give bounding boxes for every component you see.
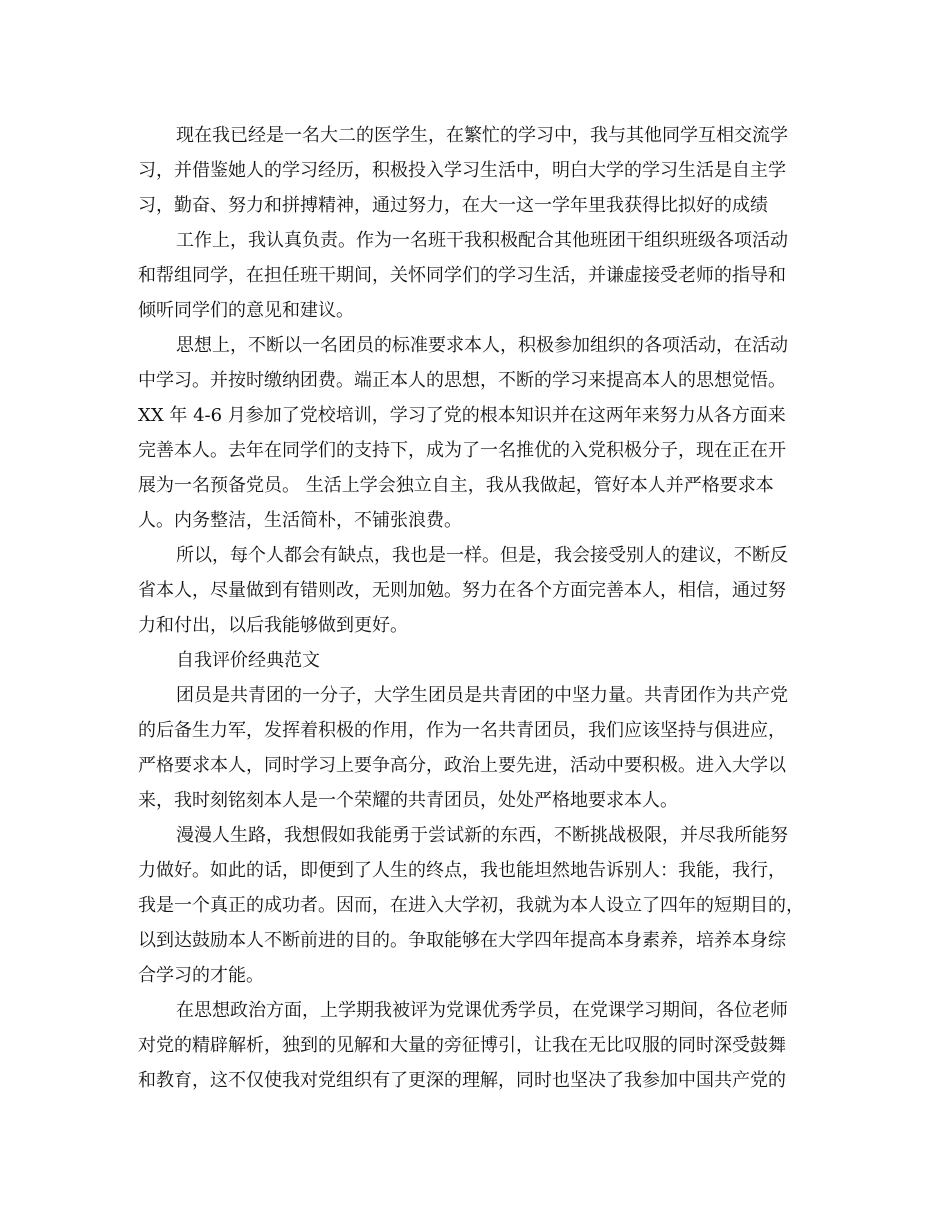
body-text-line: 和教育，这不仅使我对党组织有了更深的理解，同时也坚决了我参加中国共产党的 xyxy=(138,1070,786,1091)
body-text-line: 所以，每个人都会有缺点，我也是一样。但是，我会接受别人的建议，不断反 xyxy=(176,545,788,566)
body-text-line: 和帮组同学，在担任班干期间，关怀同学们的学习生活，并谦虚接受老师的指导和 xyxy=(138,265,786,286)
body-text-line: 力做好。如此的话，即便到了人生的终点，我也能坦然地告诉别人：我能，我行， xyxy=(138,860,786,881)
body-text-line: 思想上，不断以一名团员的标准要求本人，积极参加组织的各项活动，在活动 xyxy=(176,335,788,356)
body-text-line: 习，勤奋、努力和拼搏精神，通过努力，在大一这一学年里我获得比拟好的成绩 xyxy=(138,195,768,216)
body-text-line: 习，并借鉴她人的学习经历，积极投入学习生活中，明白大学的学习生活是自主学 xyxy=(138,160,786,181)
body-text-line: 在思想政治方面，上学期我被评为党课优秀学员，在党课学习期间，各位老师 xyxy=(176,1000,788,1021)
body-text-line: 严格要求本人，同时学习上要争高分，政治上要先进，活动中要积极。进入大学以 xyxy=(138,755,786,776)
body-text-line: 我是一个真正的成功者。因而，在进入大学初，我就为本人设立了四年的短期目的， xyxy=(138,895,804,916)
body-text-line: 中学习。并按时缴纳团费。端正本人的思想，不断的学习来提高本人的思想觉悟。 xyxy=(138,370,786,391)
body-text-line: 工作上，我认真负责。作为一名班干我积极配合其他班团干组织班级各项活动 xyxy=(176,230,788,251)
body-text-line: 的后备生力军，发挥着积极的作用，作为一名共青团员，我们应该坚持与俱进应， xyxy=(138,720,786,741)
body-text-line: 团员是共青团的一分子，大学生团员是共青团的中坚力量。共青团作为共产党 xyxy=(176,685,788,706)
body-text-line: 来，我时刻铭刻本人是一个荣耀的共青团员，处处严格地要求本人。 xyxy=(138,790,678,811)
body-text-line: 完善本人。去年在同学们的支持下，成为了一名推优的入党积极分子，现在正在开 xyxy=(138,440,786,461)
body-text-line: 以到达鼓励本人不断前进的目的。争取能够在大学四年提高本身素养，培养本身综 xyxy=(138,930,786,951)
body-text-line: 展为一名预备党员。 生活上学会独立自主，我从我做起，管好本人并严格要求本 xyxy=(138,475,774,496)
body-text-line: 合学习的才能。 xyxy=(138,965,264,986)
section-heading: 自我评价经典范文 xyxy=(176,650,320,671)
body-text-line: 漫漫人生路，我想假如我能勇于尝试新的东西，不断挑战极限，并尽我所能努 xyxy=(176,825,788,846)
body-text-line: 现在我已经是一名大二的医学生，在繁忙的学习中，我与其他同学互相交流学 xyxy=(176,125,788,146)
body-text-line: 倾听同学们的意见和建议。 xyxy=(138,300,354,321)
body-text-line: 人。内务整洁，生活简朴，不铺张浪费。 xyxy=(138,510,462,531)
body-text-line: 力和付出，以后我能够做到更好。 xyxy=(138,615,408,636)
body-text-line: 对党的精辟解析，独到的见解和大量的旁征博引，让我在无比叹服的同时深受鼓舞 xyxy=(138,1035,786,1056)
body-text-line: 省本人，尽量做到有错则改，无则加勉。努力在各个方面完善本人，相信，通过努 xyxy=(138,580,786,601)
body-text-line: XX 年 4-6 月参加了党校培训，学习了党的根本知识并在这两年来努力从各方面来 xyxy=(138,405,786,426)
